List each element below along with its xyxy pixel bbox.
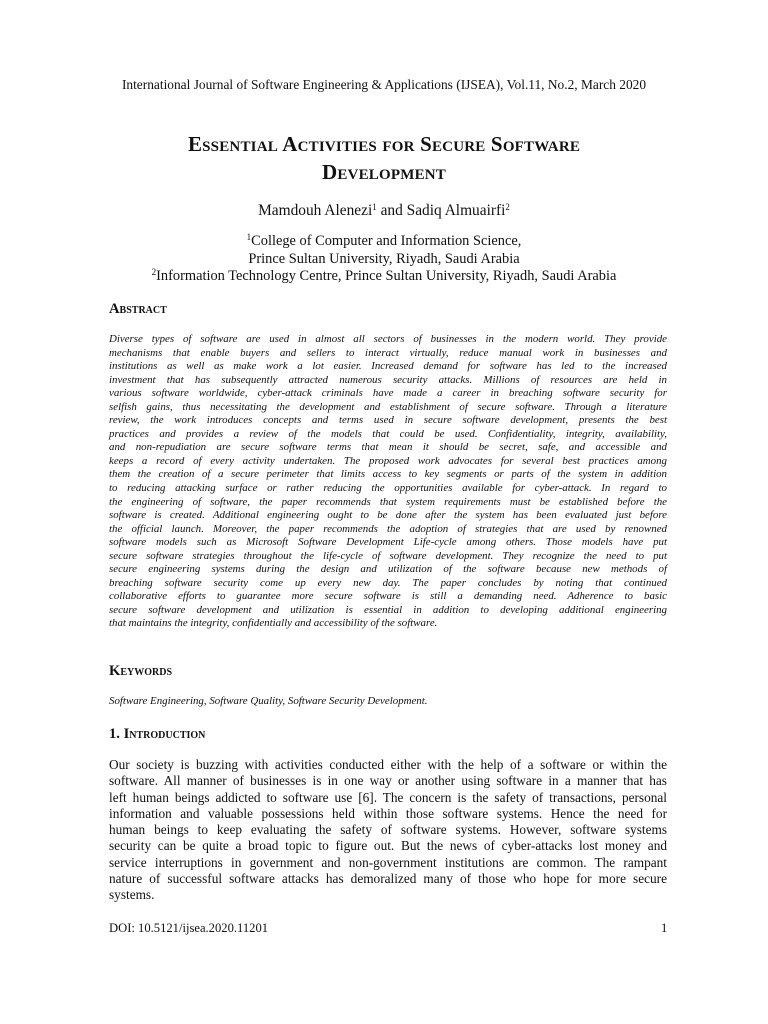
author-2: Sadiq Almuairfi xyxy=(406,202,506,219)
title-line-1: Essential Activities for Secure Software xyxy=(187,132,581,156)
abstract-line: secure software development and utilization is essential in addition to developing additional engineering xyxy=(109,603,667,616)
affiliation-1-mark: 1 xyxy=(246,232,252,242)
introduction-text xyxy=(109,757,667,904)
abstract-line: breaching software security come up every new day. The paper concludes by noting that continued xyxy=(109,576,667,589)
keywords-text: Software Engineering, Software Quality, Software Security Development. xyxy=(109,695,428,707)
footer-doi: DOI: 10.5121/ijsea.2020.11201 xyxy=(109,921,269,935)
affiliation-1-line-2: Prince Sultan University, Riyadh, Saudi Arabia xyxy=(248,250,520,267)
abstract-line: selfish gains, thus necessitating the development and establishment of secure software. Through a literature xyxy=(109,400,667,413)
abstract-line: institutions as well as make work a lot easier. Increased demand for software has led to the increased xyxy=(109,360,667,373)
abstract-line: software models such as Microsoft Software Development Life-cycle among others. Those models have put xyxy=(109,536,667,549)
affiliation-1-line-1 xyxy=(0,233,768,251)
affiliation-2-text: Information Technology Centre, Prince Sultan University, Riyadh, Saudi Arabia xyxy=(156,268,617,284)
abstract-line: review, the work introduces concepts and terms used in secure software development, presents the best xyxy=(109,414,667,427)
abstract-heading: Abstract xyxy=(109,301,167,317)
affiliation-2 xyxy=(0,268,768,286)
abstract-line: secure engineering systems during the design and utilization of the software because new methods of xyxy=(109,563,667,576)
abstract-line: mechanisms that enable buyers and sellers to interact virtually, reduce manual work in businesses and xyxy=(109,346,667,359)
introduction-line: security can be quite a broad topic to figure out. But the news of cyber-attacks lost money and xyxy=(109,838,667,854)
introduction-line: nature of successful software attacks has demoralized many of those who hope for more secure xyxy=(109,871,667,887)
abstract-line: Diverse types of software are used in almost all sectors of businesses in the modern world. They provide xyxy=(109,333,667,345)
abstract-line: investment that has subsequently attracted numerous security attacks. Millions of resources are held in xyxy=(109,373,667,386)
introduction-line: software. All manner of businesses is in one way or another using software in a manner that has xyxy=(109,773,667,789)
author-conjunction: and xyxy=(376,202,407,219)
introduction-line: information and valuable possessions held within those software systems. Hence the need for xyxy=(109,805,667,821)
keywords-heading: Keywords xyxy=(109,663,173,679)
introduction-line: Our society is buzzing with activities conducted either with the help of a software or within the xyxy=(109,757,667,772)
abstract-line: to reducing attacking surface or rather reducing the opportunities available for cyber-attack. In regard to xyxy=(109,482,667,495)
abstract-line: that maintains the integrity, confidentially and accessibility of the software. xyxy=(109,617,438,630)
abstract-line: various software worldwide, cyber-attack criminals have made a career in breaching software security for xyxy=(109,387,667,400)
abstract-line: software is created. Additional engineering ought to be done after the system has been evaluated just before xyxy=(109,509,667,522)
affiliation-1-text: College of Computer and Information Science, xyxy=(251,233,522,249)
paper-title xyxy=(0,130,768,186)
abstract-line: the engineering of software, the paper recommends that system requirements must be established before the xyxy=(109,495,667,508)
introduction-line: human beings to keep evaluating the safety of software systems. However, software systems xyxy=(109,822,667,838)
running-header: International Journal of Software Engineering & Applications (IJSEA), Vol.11, No.2, March 2020 xyxy=(121,77,647,92)
abstract-line: the official launch. Moreover, the paper recommends the adoption of strategies that are used by renowned xyxy=(109,522,667,535)
abstract-line: them the creation of a secure perimeter that limits access to key segments or parts of the system in addition xyxy=(109,468,667,481)
author-1: Mamdouh Alenezi xyxy=(258,202,373,219)
title-line-2: Development xyxy=(321,160,447,184)
introduction-line: systems. xyxy=(109,887,155,903)
introduction-line: service interruptions in government and non-government institutions are common. The rampant xyxy=(109,854,667,870)
page-number: 1 xyxy=(661,921,668,935)
author-list xyxy=(0,202,768,220)
affiliation-2-mark: 2 xyxy=(151,267,157,277)
abstract-line: and non-repudiation are secure software terms that mean it should be secret, safe, and accessible and xyxy=(109,441,667,454)
introduction-line: left human beings addicted to software use [6]. The concern is the safety of transactions, personal xyxy=(109,789,667,805)
abstract-line: keeps a record of every activity undertaken. The proposed work advocates for several best practices among xyxy=(109,454,667,467)
author-1-mark: 1 xyxy=(372,202,377,212)
author-2-mark: 2 xyxy=(505,202,510,212)
abstract-line: practices and provides a review of the models that could be used. Confidentiality, integrity, availability, xyxy=(109,427,667,440)
abstract-line: collaborative efforts to guarantee more secure software is still a demanding need. Adherence to basic xyxy=(109,590,667,603)
abstract-line: secure software strategies throughout the life-cycle of software development. They recognize the need to put xyxy=(109,549,667,562)
introduction-heading: 1. Introduction xyxy=(109,726,206,742)
abstract-text xyxy=(109,333,667,631)
affiliations xyxy=(0,233,768,286)
